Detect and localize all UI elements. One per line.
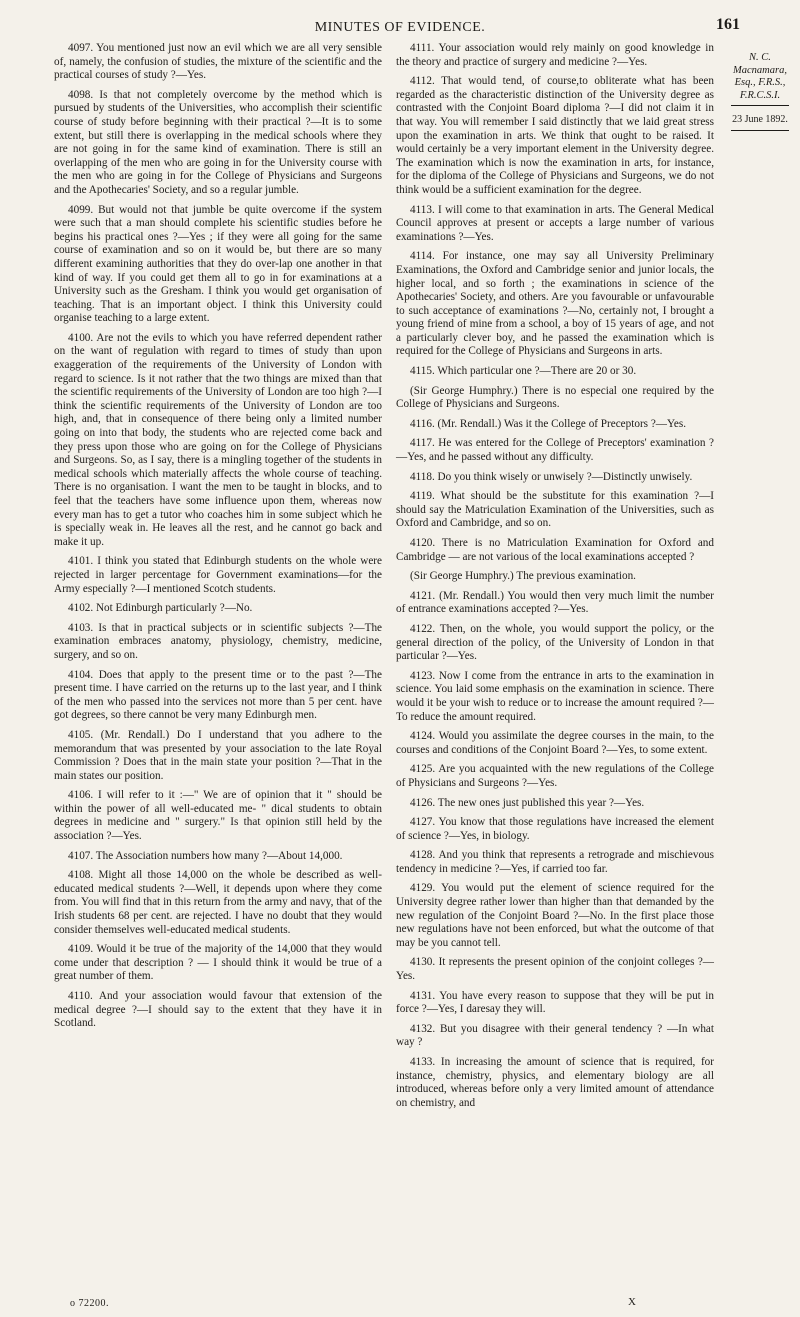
paragraph: 4100. Are not the evils to which you have referred dependent rather on the want of regulation with regard to times of study than upon exaggeration of the requirements of the University of London with regard to science. Is it not rather that the two things are mixed than that the scientific requirements of the University of London are too high ?—I think the scientific requirements of the University of London are too high, and, that in consequence of there being only a limited number going on into that body, the students who are rejected come back and they press upon those who are going on for the College of Physicians and Surgeons. So, as I say, there is a mingling together of the students in medical schools which materially affects the whole course of teaching. There is no organisation. I want the men to be taught in blocks, and to feel that the teachers have some influence upon them, whereas now every man has to get a tutor who coaches him in some subject which he is specially weak in. He leaves all the rest, and he cannot go back and make it up. [54,331,382,548]
paragraph: 4115. Which particular one ?—There are 20 or 30. [410,365,637,378]
paragraph: (Sir George Humphry.) The previous examination. [410,570,636,583]
running-header [0,10,800,35]
paragraph: 4107. The Association numbers how many ?—About 14,000. [68,849,343,862]
print-code: o 72200. [70,1298,109,1309]
paragraph: 4124. Would you assimilate the degree courses in the main, to the courses and conditions of the Conjoint Board ?—Yes, to some extent. [396,730,714,756]
paragraph: 4110. And your association would favour that extension of the medical degree ?—I should say to the extent that they have it in Scotland. [54,990,382,1030]
paragraph: 4133. In increasing the amount of science that is required, for instance, chemistry, physics, and elementary biology are all introduced, whereas before only a very limited amount of attendance on chemistry, and [396,1056,714,1109]
session-date: 23 June 1892. [732,114,788,125]
paragraph: 4127. You know that those regulations have increased the element of science ?—Yes, in biology. [396,816,714,842]
paragraph: 4113. I will come to that examination in arts. The General Medical Council approves at present or accepts a large number of various examinations ?—Yes. [396,203,714,243]
paragraph: 4119. What should be the substitute for this examination ?—I should say the Matriculation Examination of the Universities, such as Oxford and Cambridge, and so on. [396,490,714,530]
running-title: MINUTES OF EVIDENCE. [314,20,486,35]
left-column [54,42,382,1037]
paragraph: 4108. Might all those 14,000 on the whole be described as well-educated medical students ?—Well, it depends upon where they come from. You will find that in this return from the army and navy, that of the Irish students 68 per cent. are rejected. I have no doubt that they would consider themselves well-educated medical students. [54,869,382,936]
paragraph: 4109. Would it be true of the majority of the 14,000 that they would come under that description ? — I should think it would be true of a great number of them. [54,943,382,983]
paragraph: 4121. (Mr. Rendall.) You would then very much limit the number of entrance examinations accepted ?—Yes. [396,589,714,616]
paragraph: 4111. Your association would rely mainly on good knowledge in the theory and practice of surgery and medicine ?—Yes. [396,42,714,68]
witness-initials: N. C. [749,52,771,63]
paragraph: 4129. You would put the element of science required for the University degree rather lower than higher than that demanded by the new regulation of the Conjoint Board ?—No. In the first place those new regulations have not been enforced, but what the outcome of that may be you cannot tell. [396,882,714,949]
witness-margin-note [722,52,798,131]
paragraph: 4126. The new ones just published this year ?—Yes. [410,796,645,809]
margin-rule [731,105,789,106]
paragraph: 4128. And you think that represents a retrograde and mischievous tendency in medicine ?—Yes, if carried too far. [396,849,714,875]
paragraph: 4118. Do you think wisely or unwisely ?—Distinctly unwisely. [410,470,693,483]
paragraph: 4112. That would tend, of course,to obliterate what has been regarded as the characteristic distinction of the University degree as contrasted with the Conjoint Board diploma ?—I did not claim it in that way. You will remember I said distinctly that we laid great stress upon the examination in arts. We think that ought to be raised. It would certainly be a very important element in the University degree. The examination which is now the examination in arts, for instance, for the diploma of the College of Physicians and Surgeons, we do not think would be a sufficient examination for the degree. [396,75,714,196]
paragraph: 4106. I will refer to it :—" We are of opinion that it " should be within the power of all well-educated me- " dical students to obtain degrees in medicine and " surgery." Is that opinion still held by the association ?—Yes. [54,789,382,843]
paragraph: 4114. For instance, one may say all University Preliminary Examinations, the Oxford and Cambridge senior and junior locals, the higher local, and so forth ; the examinations in science of the Apothecaries' Society, and others. Are you favourable or unfavourable to such acceptance of examinations ?—No, certainly not, I brought a young friend of mine from a school, a boy of 15 years of age, and not a particularly clever boy, and he passed the examination which is required for the College of Physicians and Surgeons in arts. [396,250,714,358]
page-number: 161 [716,16,740,33]
signature-mark: X [628,1296,636,1308]
paragraph: 4098. Is that not completely overcome by the method which is pursued by students of the Universities, who accomplish their scientific course of study before beginning with their practical ?—It is to some extent, but still there is overlapping in the medical schools where they are not going in for the same kind of examination. There is still an overlapping of the men who are going in for the University course with the men who are going in for the College of Physicians and Surgeons and the Apothecaries' Society, and so a regular jumble. [54,88,382,196]
paragraph: 4116. (Mr. Rendall.) Was it the College of Preceptors ?—Yes. [410,417,687,430]
paragraph: 4099. But would not that jumble be quite overcome if the system were such that a man should complete his scientific studies before he begins his practical ones ?—Yes ; if they were all going for the same course of examination and so on it would be, but there are so many different examining authorities that they do over-lap one another in that kind of way. If you could get them all to go in for examinations at a University such as the Gresham. I think you would get organisation of teaching. That is an important object. I think this University could organise teaching to a large extent. [54,203,382,325]
right-column [396,42,714,1116]
paragraph: 4103. Is that in practical subjects or in scientific subjects ?—The examination embraces anatomy, physiology, chemistry, medicine, surgery, and so on. [54,621,382,661]
paragraph: 4105. (Mr. Rendall.) Do I understand that you adhere to the memorandum that was presented by your association to the late Royal Commission ? Does that in the main state your position ?—That in the main states our position. [54,728,382,782]
paragraph: 4104. Does that apply to the present time or to the past ?—The present time. I have carried on the returns up to the last year, and I think of the men who passed into the services not more than 5 per cent. have got degrees, so there cannot be very many Edinburgh men. [54,668,382,722]
paragraph: 4132. But you disagree with their general tendency ? —In what way ? [396,1022,714,1049]
witness-surname: Macnamara, [733,64,787,76]
margin-rule [731,130,789,131]
paragraph: 4125. Are you acquainted with the new regulations of the College of Physicians and Surgeons ?—Yes. [396,763,714,789]
paragraph: 4117. He was entered for the College of Preceptors' examination ?—Yes, and he passed without any difficulty. [396,437,714,464]
paragraph: 4120. There is no Matriculation Examination for Oxford and Cambridge — are not various of the local examinations accepted ? [396,537,714,563]
paragraph: 4102. Not Edinburgh particularly ?—No. [68,602,253,615]
paragraph: 4131. You have every reason to suppose that they will be put in force ?—Yes, I daresay they will. [396,989,714,1016]
paragraph: 4130. It represents the present opinion of the conjoint colleges ?—Yes. [396,956,714,983]
witness-credentials: Esq., F.R.S., [734,77,786,88]
paragraph: 4122. Then, on the whole, you would support the policy, or the general direction of the policy, of the University of London in that particular ?—Yes. [396,622,714,663]
paragraph: 4097. You mentioned just now an evil which we are all very sensible of, namely, the confusion of studies, the mixture of the scientific and the practical courses of study ?—Yes. [54,42,382,82]
paragraph: 4101. I think you stated that Edinburgh students on the whole were rejected in larger percentage for Government examinations—for the Army especially ?—I mentioned Scotch students. [54,555,382,595]
witness-credentials-2: F.R.C.S.I. [739,89,781,101]
paragraph: 4123. Now I come from the entrance in arts to the examination in science. You laid some emphasis on the examination in science. There would it be your wish to reduce or to increase the amount required ?—To reduce the amount required. [396,669,714,723]
paragraph: (Sir George Humphry.) There is no especial one required by the College of Physicians and Surgeons. [396,384,714,411]
